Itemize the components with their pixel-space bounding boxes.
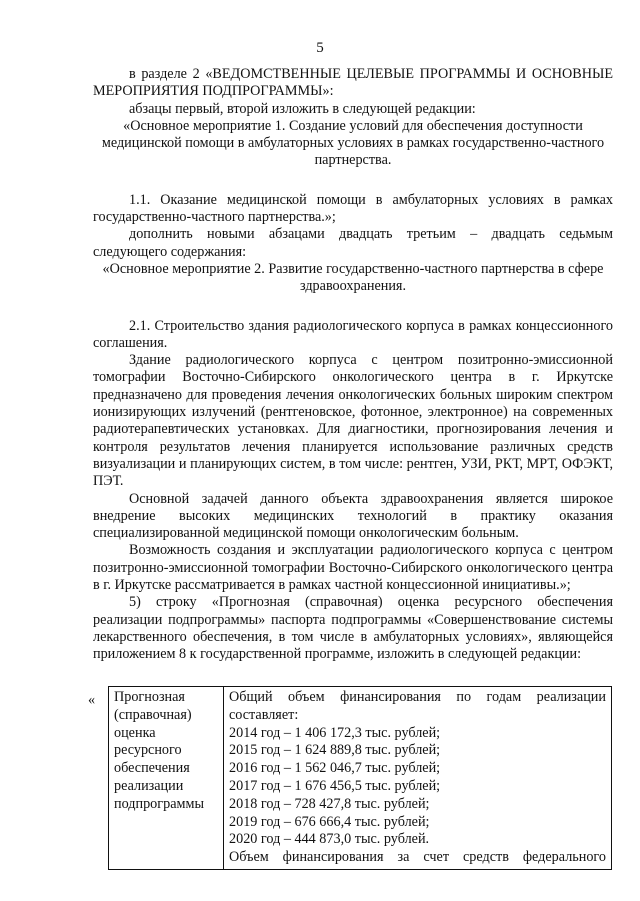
table-label-cell: Прогнозная (справочная) оценка ресурсного обеспечения реализации подпрограммы bbox=[109, 687, 224, 870]
funding-intro: Общий объем финансирования по годам реализации составляет: bbox=[229, 689, 606, 723]
paragraph-measure-1: «Основное мероприятие 1. Создание условий для обеспечения доступности медицинской помощи в амбулаторных условиях в рамках государственно-частного партнерства. bbox=[101, 117, 605, 169]
paragraph-main-task: Основной задачей данного объекта здравоохранения является широкое внедрение высоких медицинских технологий в практику оказания специализированной медицинской помощи онкологическим больным. bbox=[93, 490, 613, 542]
paragraph-measure-2: «Основное мероприятие 2. Развитие государственно-частного партнерства в сфере здравоохранения. bbox=[102, 260, 604, 295]
funding-federal: Объем финансирования за счет средств федерального bbox=[229, 849, 606, 866]
open-quote-mark: « bbox=[88, 692, 96, 708]
paragraph-item-1-1: 1.1. Оказание медицинской помощи в амбулаторных условиях в рамках государственно-частного партнерства.»; bbox=[93, 191, 613, 226]
resource-table bbox=[108, 686, 612, 870]
document-body bbox=[93, 66, 613, 664]
funding-year-2014: 2014 год – 1 406 172,3 тыс. рублей; bbox=[229, 724, 441, 741]
funding-year-2015: 2015 год – 1 624 889,8 тыс. рублей; bbox=[229, 742, 441, 759]
table-value-cell bbox=[224, 687, 612, 870]
funding-year-2019: 2019 год – 676 666,4 тыс. рублей; bbox=[229, 813, 430, 830]
paragraph-item-2-1: 2.1. Строительство здания радиологического корпуса в рамках концессионного соглашения. bbox=[93, 317, 613, 351]
page-number: 5 bbox=[316, 40, 324, 56]
paragraph-add-instruction: дополнить новыми абзацами двадцать третьим – двадцать седьмым следующего содержания: bbox=[93, 226, 613, 260]
funding-year-2016: 2016 год – 1 562 046,7 тыс. рублей; bbox=[229, 760, 441, 777]
paragraph-section-heading: в разделе 2 «ВЕДОМСТВЕННЫЕ ЦЕЛЕВЫЕ ПРОГРАММЫ И ОСНОВНЫЕ МЕРОПРИЯТИЯ ПОДПРОГРАММЫ»: bbox=[93, 66, 613, 100]
paragraph-item-5: 5) строку «Прогнозная (справочная) оценка ресурсного обеспечения реализации подпрограммы» паспорта подпрограммы «Совершенствование системы лекарственного обеспечения, в том числе в амбулаторных условиях», являющейся приложением 8 к государственной программе, изложить в следующей редакции: bbox=[93, 594, 613, 663]
paragraph-building-description: Здание радиологического корпуса с центром позитронно-эмиссионной томографии Восточно-Сибирского онкологического центра в г. Иркутске предназначено для проведения лечения онкологических больных широким спектром ионизирующих излучений (рентгеновское, фотонное, электронное) на современных радиотерапевтических установках. Для диагностики, прогнозирования лечения и контроля результатов лечения планируется использование различных средств визуализации и планирующих систем, в том числе: рентген, УЗИ, РКТ, МРТ, ОФЭКТ, ПЭТ. bbox=[93, 352, 613, 490]
table-row bbox=[109, 687, 612, 870]
paragraph-instruction: абзацы первый, второй изложить в следующей редакции: bbox=[129, 100, 476, 117]
funding-year-2018: 2018 год – 728 427,8 тыс. рублей; bbox=[229, 795, 430, 812]
funding-year-2017: 2017 год – 1 676 456,5 тыс. рублей; bbox=[229, 777, 441, 794]
funding-year-2020: 2020 год – 444 873,0 тыс. рублей. bbox=[229, 831, 430, 848]
paragraph-concession: Возможность создания и эксплуатации радиологического корпуса с центром позитронно-эмиссионной томографии Восточно-Сибирского онкологического центра в г. Иркутске рассматривается в рамках частной концессионной инициативы.»; bbox=[93, 542, 613, 594]
